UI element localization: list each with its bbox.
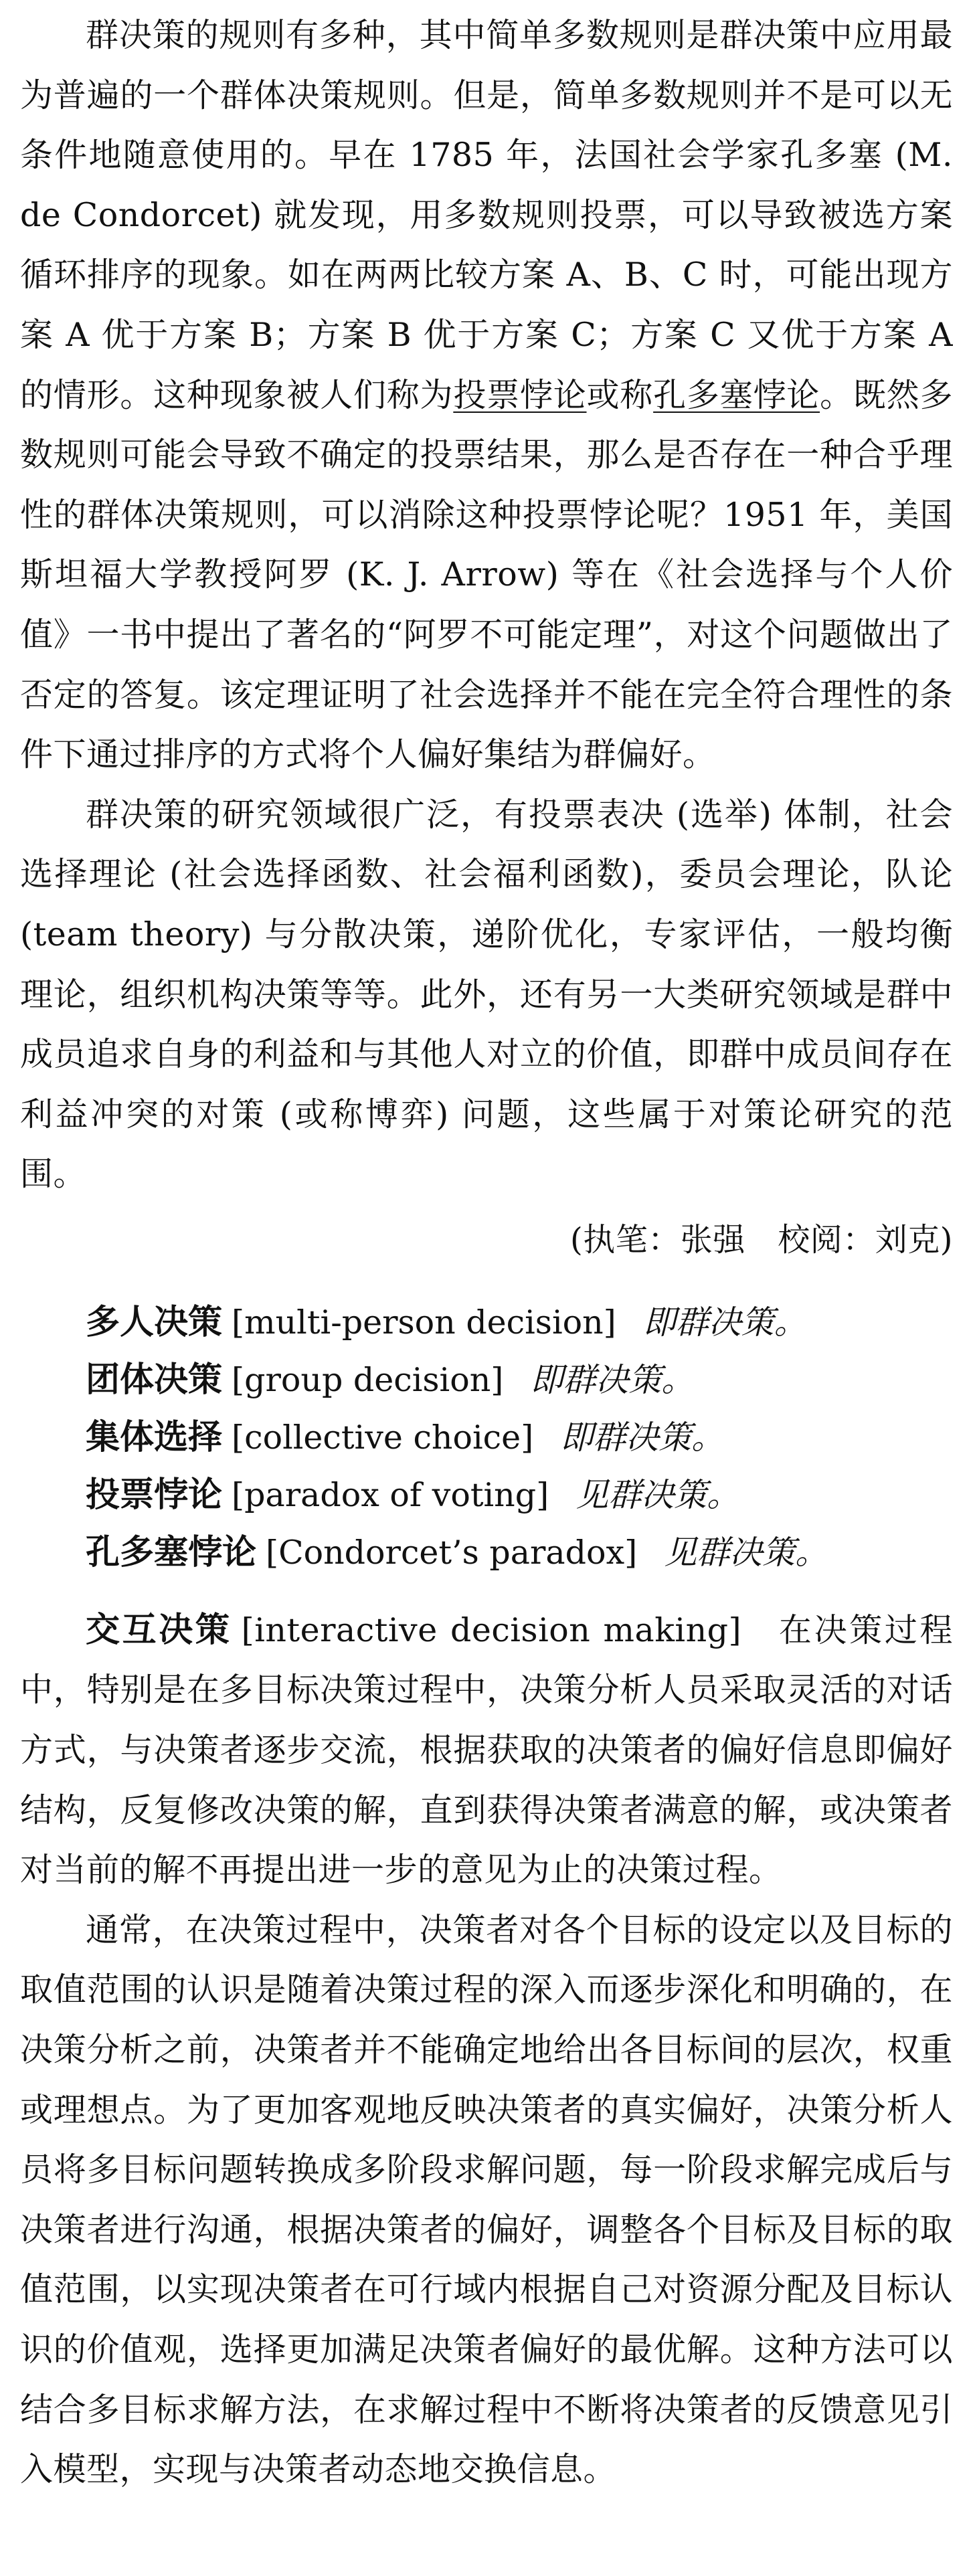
term-english: [group decision] [232, 1360, 504, 1399]
entry-interactive-decision [20, 1600, 953, 2500]
term-english: [multi-person decision] [232, 1303, 616, 1342]
term-see-reference[interactable]: 见群决策。 [664, 1533, 828, 1572]
term-english: [paradox of voting] [232, 1475, 549, 1514]
term-see-reference[interactable]: 见群决策。 [576, 1475, 740, 1514]
cross-reference-term[interactable]: 决策过程 [814, 1611, 953, 1649]
author-credit: (执笔：张强 校阅：刘克) [570, 1220, 953, 1259]
text-segment: 群决策的研究领域很广泛，有投票表决 (选举) 体制，社会选择理论 (社会选择函数、社会福利函数)，委员会理论，队论 (team theory) 与分散决策，递阶优化，专家评估，一般均衡理论，组织机构决策等等。此外，还有另一大类研究领域是群中成员追求自身的利益和与其他人对立的价值，即群中成员间存在利益冲突的对策 (或称博弈) 问题，这些属于 [20, 795, 953, 1133]
term-see-reference[interactable]: 即群决策。 [560, 1418, 725, 1457]
term-see-reference[interactable]: 即群决策。 [530, 1360, 695, 1399]
term-entry [20, 1524, 953, 1582]
term-headword: 投票悖论 [86, 1475, 223, 1515]
term-headword: 团体决策 [86, 1360, 223, 1400]
term-entry [20, 1409, 953, 1467]
text-segment: 在 [778, 1611, 814, 1649]
entry-english: [interactive decision making] [241, 1611, 742, 1649]
text-segment: 或称 [586, 375, 654, 414]
text-segment: 研究的范围。 [20, 1095, 953, 1194]
intro-paragraph-1 [20, 0, 953, 785]
term-entry [20, 1294, 953, 1352]
term-headword: 集体选择 [86, 1417, 223, 1457]
entry-body-paragraph: 通常，在决策过程中，决策者对各个目标的设定以及目标的取值范围的认识是随着决策过程的深入而逐步深化和明确的，在决策分析之前，决策者并不能确定地给出各目标间的层次，权重或理想点。为了更加客观地反映决策者的真实偏好，决策分析人员将多目标问题转换成多阶段求解问题，每一阶段求解完成后与决策者进行沟通，根据决策者的偏好，调整各个目标及目标的取值范围，以实现决策者在可行域内根据自己对资源分配及目标认识的价值观，选择更加满足决策者偏好的最优解。这种方法可以结合多目标求解方法，在求解过程中不断将决策者的反馈意见引入模型，实现与决策者动态地交换信息。 [20, 1910, 953, 2489]
text-segment: 群决策的规则有多种，其中简单多数规则是群决策中应用最为普遍的一个群体决策规则。但是，简单多数规则并不是可以无条件地随意使用的。早在 1785 年，法国社会学家孔多塞 (M. de Condorcet) 就发现，用多数规则投票，可以导致被选方案循环排序的现象。如在两两比较方案 A、B、C 时，可能出现方案 A 优于方案 B；方案 B 优于方案 C；方案 C 又优于方案 A 的情形。这种现象被人们称为 [20, 16, 953, 414]
intro-paragraph-2 [20, 785, 953, 1204]
text-segment: 中，特别是在 [20, 1671, 220, 1710]
entry-definition [20, 1600, 953, 1900]
text-segment: 过程中，决策分析人员采取灵活的对话方式，与决策者逐步交流，根据获取的决策者的偏好信息即偏好结构，反复修改决策的解，直到获得决策者满意的解，或决策者对当前的解不再提出进一步的意见为止的决策过程。 [20, 1671, 953, 1890]
text-segment: 。既然多数规则可能会导致不确定的投票结果，那么是否存在一种合乎理性的群体决策规则，可以消除这种投票悖论呢？1951 年，美国斯坦福大学教授阿罗 (K. J. Arrow) 等在《社会选择与个人价值》一书中提出了著名的“阿罗不可能定理”，对这个问题做出了否定的答复。该定理证明了社会选择并不能在完全符合理性的条件下通过排序的方式将个人偏好集结为群偏好。 [20, 375, 953, 774]
cross-reference-link[interactable]: 投票悖论 [453, 375, 587, 414]
term-english: [collective choice] [232, 1418, 534, 1457]
cross-reference-term[interactable]: 对策论 [708, 1095, 814, 1133]
term-headword: 孔多塞悖论 [86, 1532, 257, 1572]
cross-reference-link[interactable]: 孔多塞悖论 [653, 375, 820, 414]
term-list [20, 1294, 953, 1582]
term-headword: 多人决策 [86, 1302, 223, 1342]
entry-headword: 交互决策 [86, 1610, 232, 1650]
term-see-reference[interactable]: 即群决策。 [642, 1303, 807, 1342]
term-english: [Condorcet’s paradox] [266, 1533, 638, 1572]
cross-reference-term[interactable]: 多目标决策 [219, 1671, 387, 1710]
term-entry [20, 1352, 953, 1409]
term-entry [20, 1467, 953, 1524]
